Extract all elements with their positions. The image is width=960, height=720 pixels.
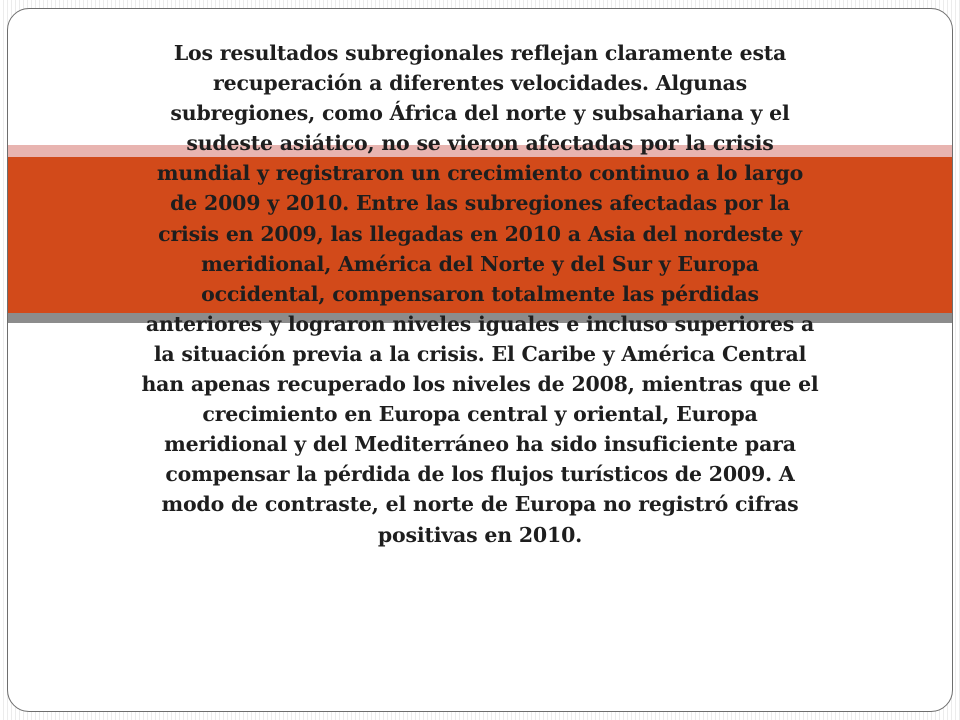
slide-body-text: Los resultados subregionales reflejan claramente esta recuperación a diferentes velocidades. Algunas subregiones, como África del norte y subsahariana y el sudeste asiático, no se vieron afectadas por la crisis mundial y registraron un crecimiento continuo a lo largo de 2009 y 2010. Entre las subregiones afectadas por la crisis en 2009, las llegadas en 2010 a Asia del nordeste y meridional, América del Norte y del Sur y Europa occidental, compensaron totalmente las pérdidas anteriores y lograron niveles iguales e incluso superiores a la situación previa a la crisis. El Caribe y América Central han apenas recuperado los niveles de 2008, mientras que el crecimiento en Europa central y oriental, Europa meridional y del Mediterráneo ha sido insuficiente para compensar la pérdida de los flujos turísticos de 2009. A modo de contraste, el norte de Europa no registró cifras positivas en 2010. <box>141 41 819 547</box>
